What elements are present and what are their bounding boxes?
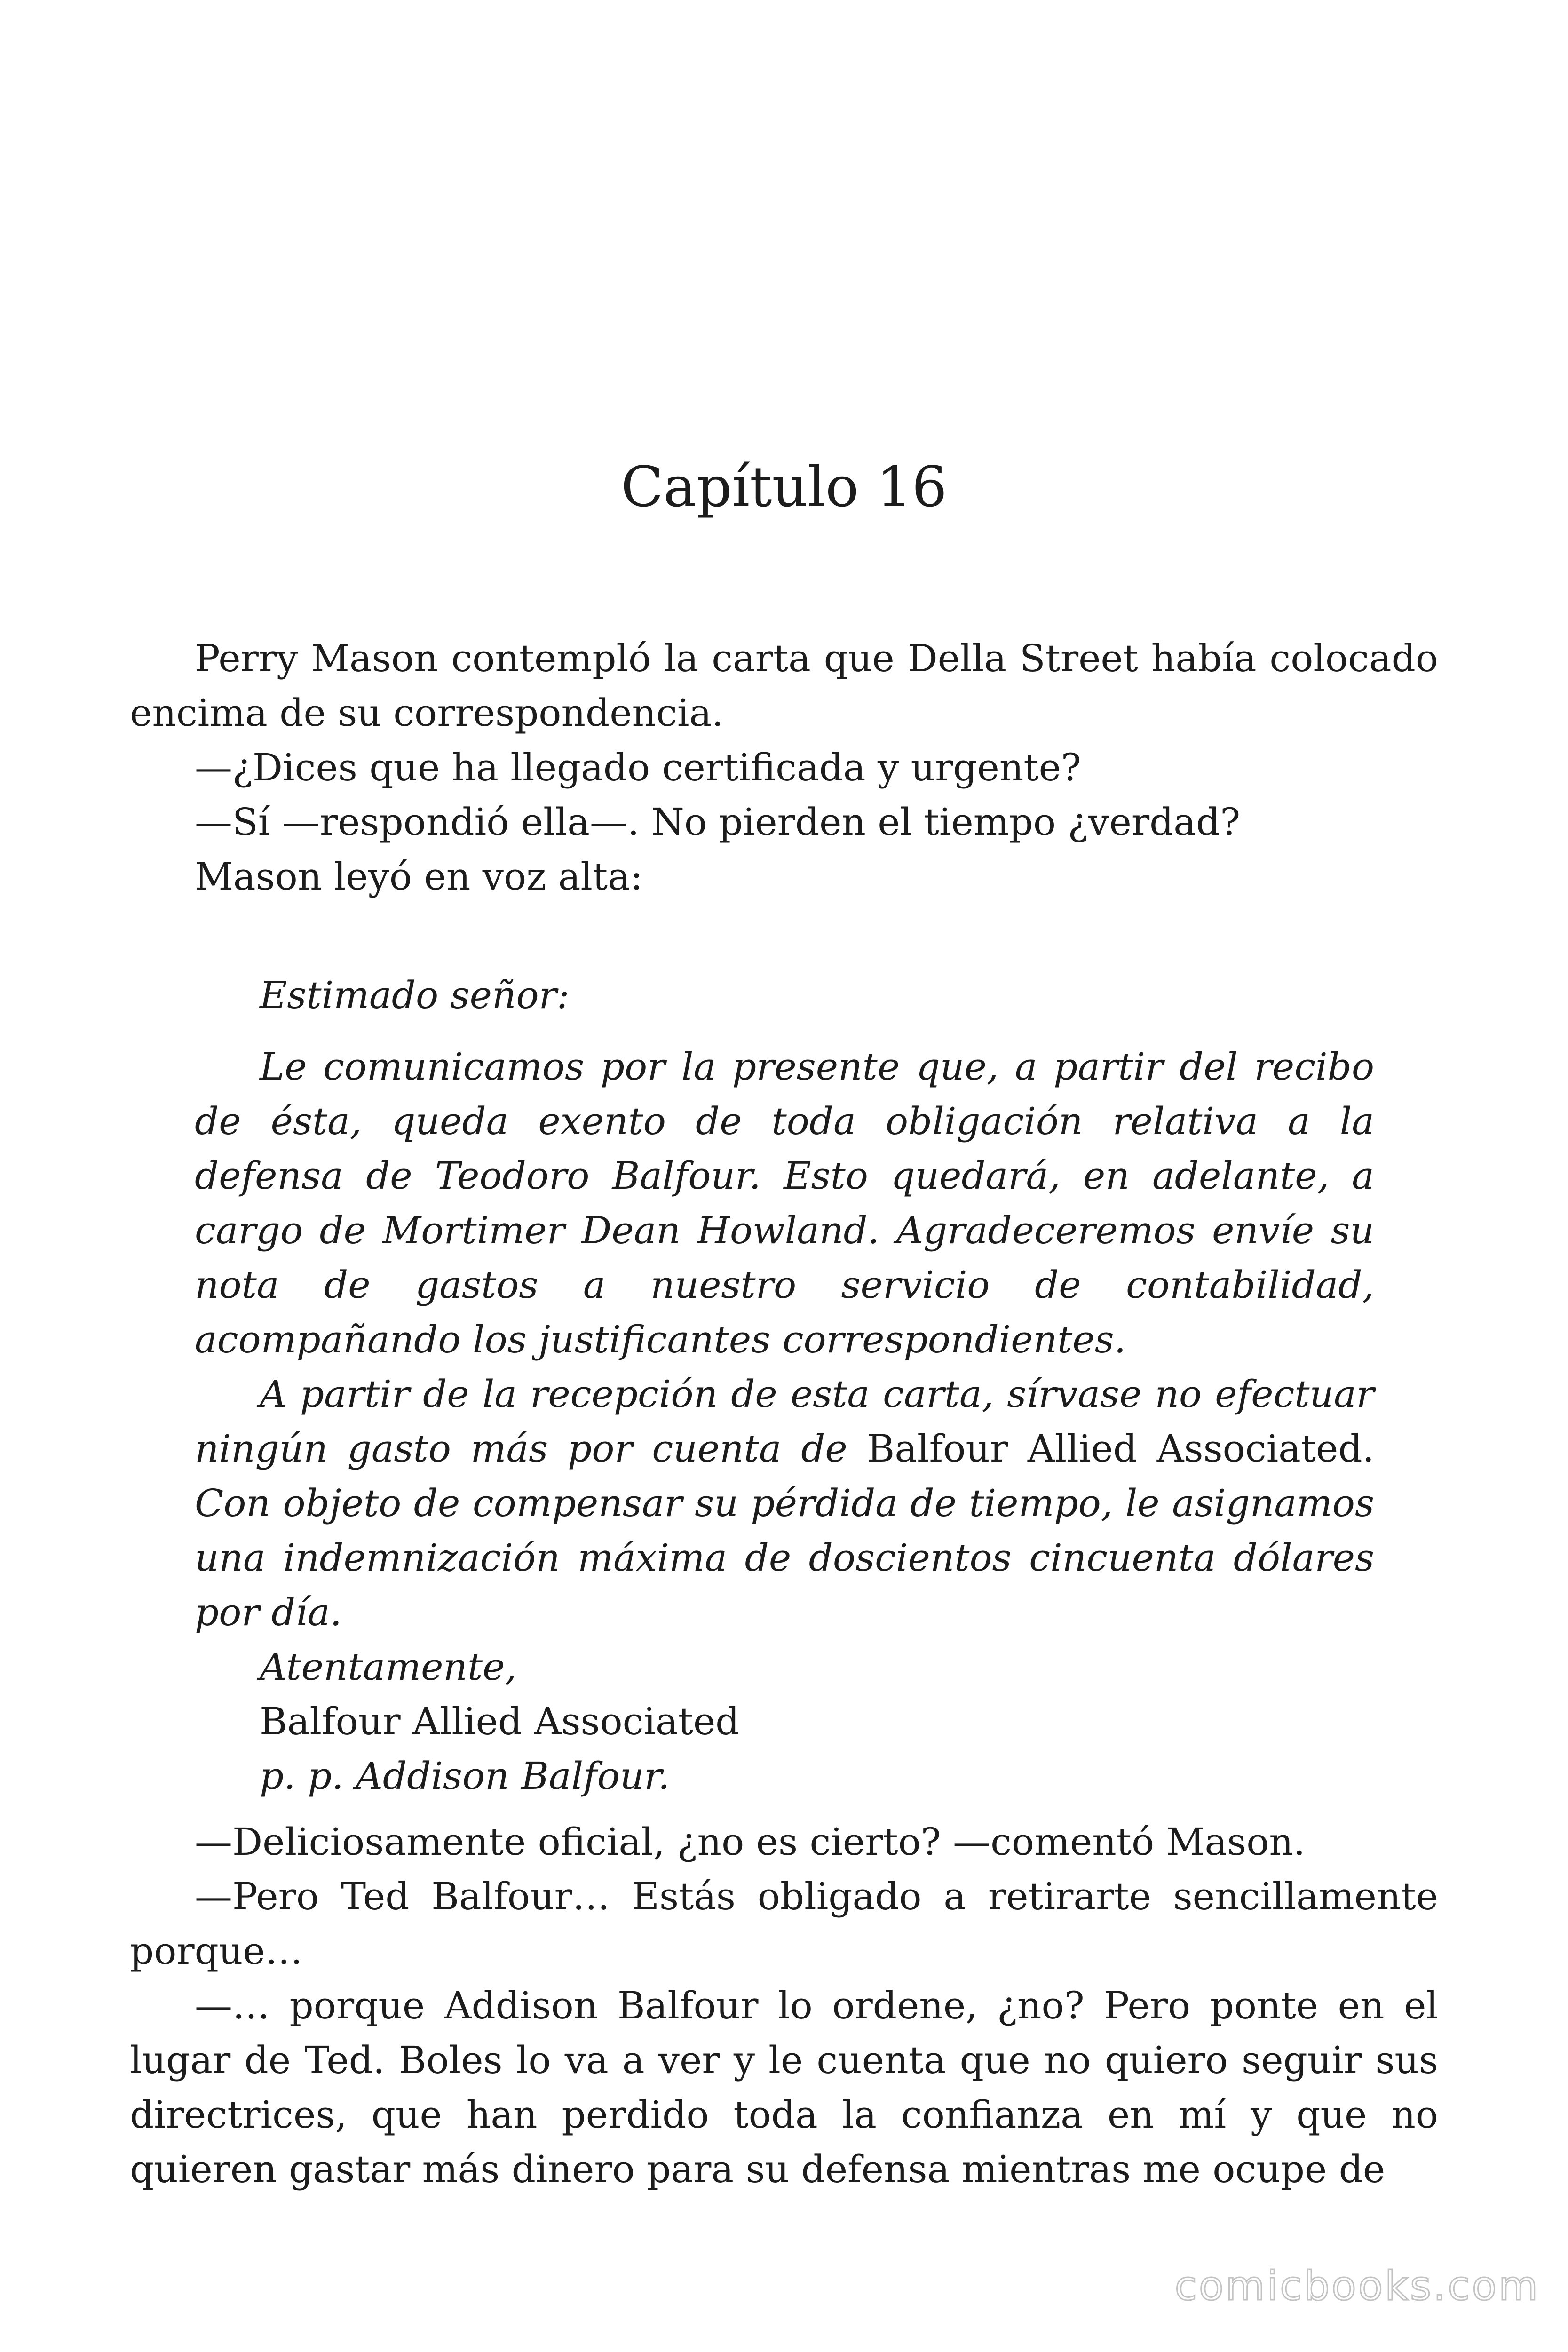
dialogue-line: —Sí —respondió ella—. No pierden el tiempo ¿verdad? [195,800,1241,844]
body-text-top [130,631,1438,904]
letter-closing: Atentamente, [260,1645,517,1689]
dialogue-line: —Deliciosamente oficial, ¿no es cierto? —comentó Mason. [195,1820,1306,1864]
chapter-title: Capítulo 16 [621,454,947,519]
letter-text: A partir de la recepción de esta carta, sírvase no efectuar ningún gasto más por cuenta de [195,1372,1374,1470]
dialogue-line: —¿Dices que ha llegado certificada y urgente? [195,746,1081,789]
letter-signature-company: Balfour Allied Associated [260,1700,740,1743]
dialogue-line: —… porque Addison Balfour lo ordene, ¿no? Pero ponte en el lugar de Ted. Boles lo va a ver y le cuenta que no quiero seguir sus directrices, que han perdido toda la confianza en mí y que no quieren gastar más dinero para su defensa mientras me ocupe de [130,1984,1438,2191]
letter-signature-pp: p. p. Addison Balfour. [260,1754,670,1798]
letter-paragraph: Le comunicamos por la presente que, a partir del recibo de ésta, queda exento de toda obligación relativa a la defensa de Teodoro Balfour. Esto quedará, en adelante, a cargo de Mortimer Dean Howland. Agradeceremos envíe su nota de gastos a nuestro servicio de contabilidad, acompañando los justificantes correspondientes. [195,1045,1374,1361]
paragraph: Perry Mason contempló la carta que Della Street había colocado encima de su correspondencia. [130,636,1438,735]
letter-paragraph [195,1367,1374,1640]
body-text-bottom [130,1815,1438,2197]
letter-salutation: Estimado señor: [260,973,570,1017]
letter-text: Con objeto de compensar su pérdida de tiempo, le asignamos una indemnización máxima de doscientos cincuenta dólares por día. [195,1481,1374,1634]
paragraph: Mason leyó en voz alta: [195,855,643,898]
watermark: comicbooks.com [1174,2263,1540,2310]
letter-company-name: Balfour Allied Associated. [867,1427,1375,1470]
quoted-letter [195,968,1374,1804]
dialogue-line: —Pero Ted Balfour… Estás obligado a retirarte sencillamente porque… [130,1875,1438,1973]
